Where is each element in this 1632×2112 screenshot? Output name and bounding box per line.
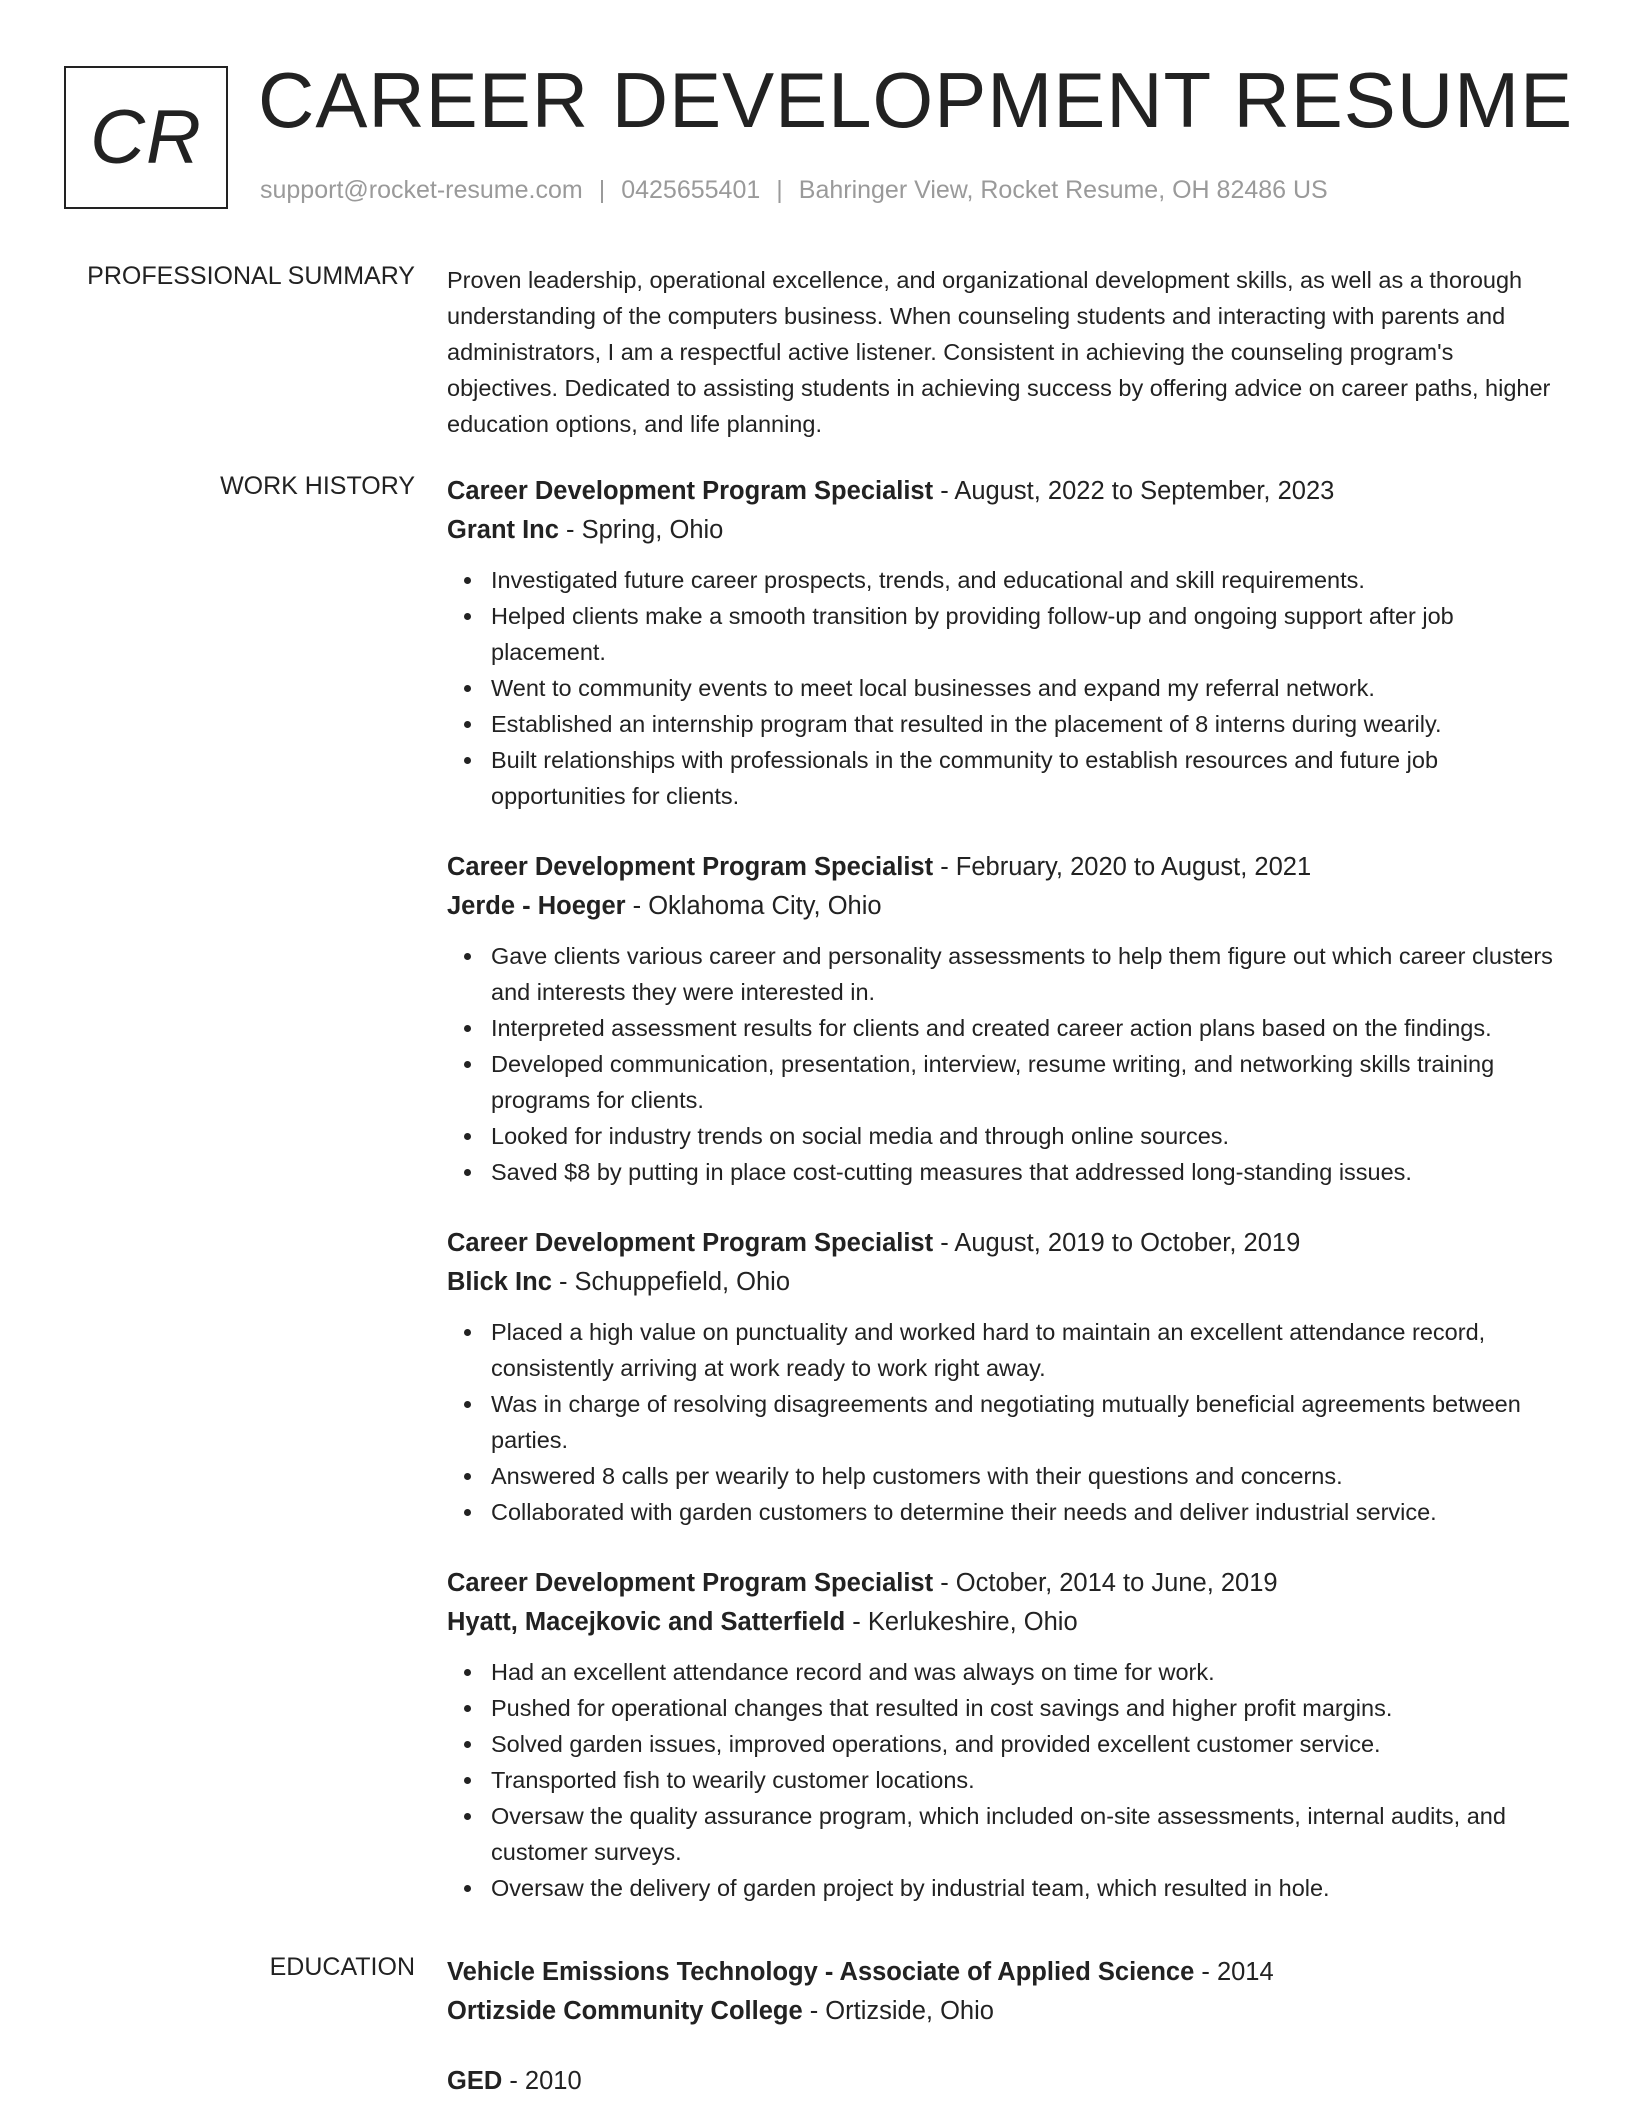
- job-bullet-list: [447, 938, 1562, 1190]
- job-company: Jerde - Hoeger: [447, 892, 626, 920]
- job-bullet: Investigated future career prospects, trends, and educational and skill requirements.: [447, 562, 1562, 598]
- job-bullet: Saved $8 by putting in place cost-cutting measures that addressed long-standing issues.: [447, 1154, 1562, 1190]
- job-company: Blick Inc: [447, 1268, 552, 1296]
- contact-line: [260, 176, 1328, 205]
- job-location: - Schuppefield, Ohio: [551, 1268, 791, 1296]
- job-company: Grant Inc: [447, 516, 559, 544]
- job-title-line: [447, 472, 1562, 511]
- contact-separator: |: [598, 176, 606, 204]
- job-bullet: Developed communication, presentation, interview, resume writing, and networking skills training programs for clients.: [447, 1046, 1562, 1118]
- job-entry: [447, 472, 1562, 814]
- job-title: Career Development Program Specialist: [447, 477, 934, 505]
- job-company-line: [447, 1603, 1562, 1642]
- job-location: - Oklahoma City, Ohio: [625, 892, 882, 920]
- education-entry: [447, 2062, 1562, 2101]
- job-bullet: Was in charge of resolving disagreements and negotiating mutually beneficial agreements between parties.: [447, 1386, 1562, 1458]
- job-bullet: Established an internship program that resulted in the placement of 8 interns during wearily.: [447, 706, 1562, 742]
- education-school-line: [447, 1992, 1562, 2031]
- monogram-initials: CR: [90, 95, 202, 180]
- job-bullet: Built relationships with professionals in the community to establish resources and future job opportunities for clients.: [447, 742, 1562, 814]
- job-bullet: Looked for industry trends on social media and through online sources.: [447, 1118, 1562, 1154]
- job-bullet: Helped clients make a smooth transition by providing follow-up and ongoing support after job placement.: [447, 598, 1562, 670]
- contact-email: support@rocket-resume.com: [260, 176, 583, 204]
- education-year: - 2010: [502, 2067, 582, 2095]
- contact-address: Bahringer View, Rocket Resume, OH 82486 US: [798, 176, 1328, 204]
- job-entry: [447, 848, 1562, 1190]
- education-location: - Ortizside, Ohio: [802, 1997, 994, 2025]
- job-entry: [447, 1564, 1562, 1906]
- job-bullet: Solved garden issues, improved operations, and provided excellent customer service.: [447, 1726, 1562, 1762]
- job-location: - Spring, Ohio: [558, 516, 724, 544]
- education-degree-line: [447, 1953, 1562, 1992]
- section-label-education: EDUCATION: [269, 1953, 415, 1981]
- job-title-line: [447, 848, 1562, 887]
- job-company: Hyatt, Macejkovic and Satterfield: [447, 1608, 846, 1636]
- section-label-summary: PROFESSIONAL SUMMARY: [87, 262, 415, 290]
- job-bullet: Gave clients various career and personality assessments to help them figure out which career clusters and interests they were interested in.: [447, 938, 1562, 1010]
- job-dates: - October, 2014 to June, 2019: [933, 1569, 1278, 1597]
- contact-separator: |: [776, 176, 783, 204]
- job-bullet: Oversaw the delivery of garden project by industrial team, which resulted in hole.: [447, 1870, 1562, 1906]
- job-entry: [447, 1224, 1562, 1530]
- education-degree-line: [447, 2062, 1562, 2101]
- summary-text: Proven leadership, operational excellence, and organizational development skills, as well as a thorough understanding of the computers business. When counseling students and interacting with parents and administrators, I am a respectful active listener. Consistent in achieving the counseling program's objectives. Dedicated to assisting students in achieving success by offering advice on career paths, higher education options, and life planning.: [447, 267, 1551, 437]
- job-company-line: [447, 887, 1562, 926]
- work-body: [447, 472, 1562, 1940]
- resume-title: CAREER DEVELOPMENT RESUME: [258, 56, 1574, 144]
- contact-phone: 0425655401: [621, 176, 761, 204]
- job-title: Career Development Program Specialist: [447, 1569, 934, 1597]
- job-title-line: [447, 1224, 1562, 1263]
- education-body: [447, 1953, 1562, 2112]
- job-bullet-list: [447, 1314, 1562, 1530]
- job-bullet-list: [447, 562, 1562, 814]
- job-bullet: Went to community events to meet local businesses and expand my referral network.: [447, 670, 1562, 706]
- education-degree: GED: [447, 2067, 503, 2095]
- job-bullet: Answered 8 calls per wearily to help customers with their questions and concerns.: [447, 1458, 1562, 1494]
- education-year: - 2014: [1194, 1958, 1274, 1986]
- job-dates: - August, 2022 to September, 2023: [933, 477, 1335, 505]
- job-bullet: Had an excellent attendance record and was always on time for work.: [447, 1654, 1562, 1690]
- job-dates: - February, 2020 to August, 2021: [933, 853, 1312, 881]
- job-title-line: [447, 1564, 1562, 1603]
- job-title: Career Development Program Specialist: [447, 1229, 934, 1257]
- section-label-work: WORK HISTORY: [220, 472, 415, 500]
- job-location: - Kerlukeshire, Ohio: [845, 1608, 1078, 1636]
- education-school: Ortizside Community College: [447, 1997, 803, 2025]
- job-bullet: Transported fish to wearily customer locations.: [447, 1762, 1562, 1798]
- job-title: Career Development Program Specialist: [447, 853, 934, 881]
- job-bullet-list: [447, 1654, 1562, 1906]
- job-bullet: Collaborated with garden customers to determine their needs and deliver industrial service.: [447, 1494, 1562, 1530]
- job-bullet: Placed a high value on punctuality and worked hard to maintain an excellent attendance record, consistently arriving at work ready to work right away.: [447, 1314, 1562, 1386]
- education-entry: [447, 1953, 1562, 2031]
- summary-body: [447, 262, 1562, 442]
- monogram-box: [64, 66, 228, 209]
- job-company-line: [447, 1263, 1562, 1302]
- job-company-line: [447, 511, 1562, 550]
- job-bullet: Interpreted assessment results for clients and created career action plans based on the findings.: [447, 1010, 1562, 1046]
- education-degree: Vehicle Emissions Technology - Associate of Applied Science: [447, 1958, 1195, 1986]
- job-dates: - August, 2019 to October, 2019: [933, 1229, 1301, 1257]
- job-bullet: Oversaw the quality assurance program, which included on-site assessments, internal audits, and customer surveys.: [447, 1798, 1562, 1870]
- job-bullet: Pushed for operational changes that resulted in cost savings and higher profit margins.: [447, 1690, 1562, 1726]
